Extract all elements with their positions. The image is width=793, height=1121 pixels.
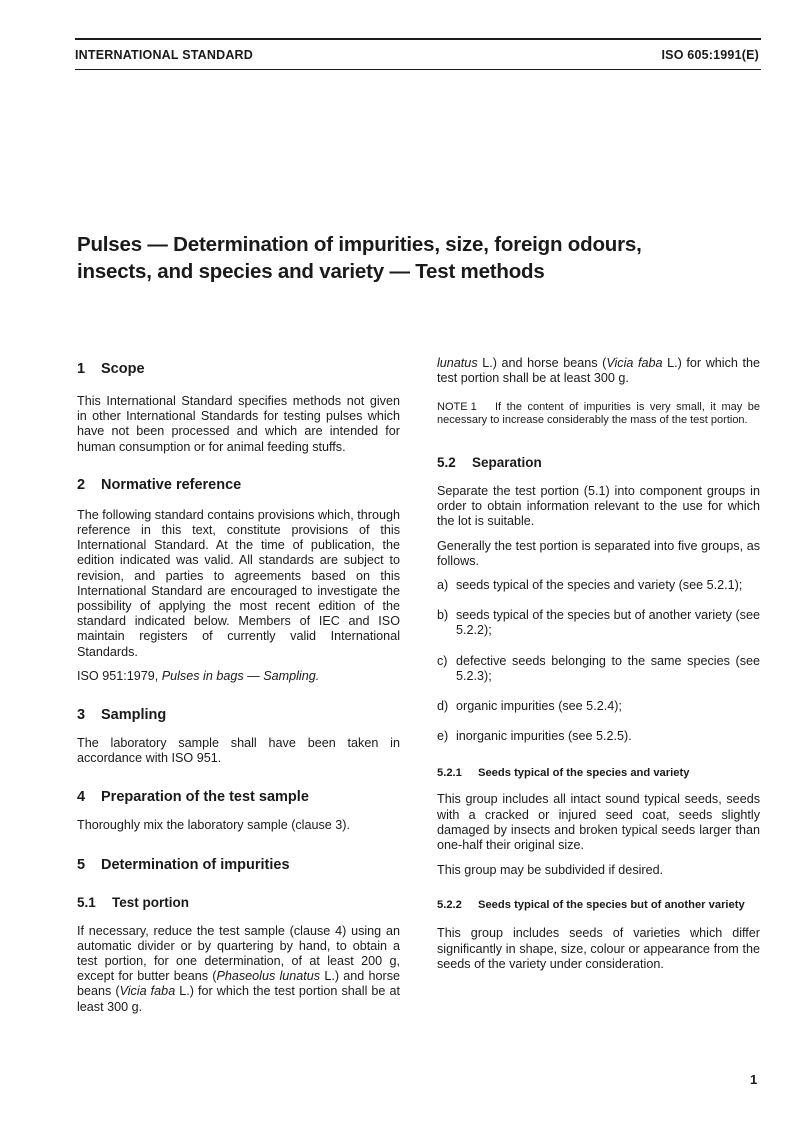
document-type: INTERNATIONAL STANDARD: [75, 48, 254, 62]
list-item-text: seeds typical of the species but of another variety (see 5.2.2);: [456, 608, 760, 638]
test-portion-continued-text: lunatus L.) and horse beans (Vicia faba L.) for which the test portion shall be at least 300 g.: [437, 356, 760, 386]
separation-text-2: Generally the test portion is separated into five groups, as follows.: [437, 538, 760, 568]
section-title: Determination of impurities: [101, 856, 290, 873]
section-number: 5.1: [77, 894, 96, 910]
another-variety-text: This group includes seeds of varieties which differ significantly in shape, size, colour or appearance from the seeds of the variety under consideration.: [437, 926, 760, 971]
section-number: 2: [77, 476, 86, 493]
section-number: 3: [77, 707, 86, 724]
note-text: If the content of impurities is very small, it may be necessary to increase considerably the mass of the test portion.: [437, 401, 760, 426]
section-number: 5: [77, 856, 86, 873]
normative-reference-citation: [77, 669, 400, 684]
list-item-text: organic impurities (see 5.2.4);: [456, 699, 622, 714]
separation-text-1: Separate the test portion (5.1) into component groups in order to obtain information relevant to the use for which the lot is suitable.: [437, 484, 760, 529]
section-title: Preparation of the test sample: [101, 789, 309, 806]
test-portion-text: [77, 924, 400, 1015]
right-column: [437, 356, 760, 972]
list-item: [437, 699, 760, 714]
header-underline: [75, 69, 761, 70]
typical-seeds-text-2: This group may be subdivided if desired.: [437, 863, 664, 878]
group-list: [437, 578, 760, 744]
standard-number: ISO 605:1991(E): [661, 48, 759, 62]
section-title: Seeds typical of the species but of another variety: [478, 899, 745, 912]
section-title: Seeds typical of the species and variety: [478, 767, 690, 780]
section-title: Sampling: [101, 707, 167, 724]
scope-text: This International Standard specifies methods not given in other International Standards for testing pulses which have not been processed and which are intended for human consumption or for animal feeding stuffs.: [77, 394, 400, 454]
section-title: Scope: [101, 361, 145, 377]
list-item-label: d): [437, 699, 449, 714]
sampling-text: The laboratory sample shall have been taken in accordance with ISO 951.: [77, 736, 400, 766]
list-item-label: c): [437, 653, 448, 668]
section-3-heading: [77, 706, 400, 724]
citation-code: ISO 951:1979,: [77, 668, 159, 683]
test-portion-text-b: L.) and horse beans (: [77, 969, 400, 999]
section-number: 5.2.2: [437, 899, 462, 912]
species-name-1: Phaseolus lunatus: [216, 969, 321, 984]
section-5-2-1-heading: [437, 766, 760, 780]
section-5-2-heading: [437, 454, 760, 472]
list-item-label: b): [437, 608, 449, 623]
test-portion-text-a: If necessary, reduce the test sample (clause 4) using an automatic divider or by quartering by hand, to obtain a test portion, for one determination, of at least 200 g, except for butter beans (: [77, 923, 400, 984]
section-number: 5.2: [437, 455, 456, 470]
section-title: Separation: [472, 455, 542, 470]
section-1-heading: [77, 360, 400, 378]
citation-title: Pulses in bags — Sampling.: [161, 668, 320, 683]
list-item: [437, 654, 760, 684]
left-column: [77, 356, 400, 1015]
test-portion-continuation: [437, 356, 760, 386]
species-name-1-tail: lunatus: [437, 356, 478, 370]
species-name-2-repeat: Vicia faba: [606, 356, 663, 370]
list-item: [437, 729, 760, 744]
section-5-2-2-heading: [437, 898, 760, 912]
title-line-1: Pulses — Determination of impurities, size, foreign odours,: [77, 233, 642, 256]
list-item-label: a): [437, 578, 449, 593]
section-number: 5.2.1: [437, 767, 462, 780]
normative-reference-text: The following standard contains provisions which, through reference in this text, constitute provisions of this International Standard. At the time of publication, the edition indicated was valid. All standards are subject to revision, and parties to agreements based on this International Standard are encouraged to investigate the possibility of applying the most recent edition of the standard indicated below. Members of IEC and ISO maintain registers of currently valid International Standards.: [77, 507, 400, 659]
section-number: 4: [77, 789, 86, 806]
section-2-heading: [77, 476, 400, 494]
list-item-text: defective seeds belonging to the same species (see 5.2.3);: [456, 653, 760, 683]
page-title: [77, 231, 757, 285]
section-4-heading: [77, 788, 400, 806]
list-item-label: e): [437, 729, 449, 744]
page-number: 1: [750, 1072, 758, 1087]
note-1: [437, 401, 760, 427]
section-5-heading: [77, 856, 400, 874]
species-name-2: Vicia faba: [119, 984, 176, 999]
list-item-text: seeds typical of the species and variety (see 5.2.1);: [456, 578, 743, 593]
section-number: 1: [77, 361, 86, 377]
header-rule: [75, 38, 761, 40]
note-label: NOTE 1: [437, 401, 477, 413]
preparation-text: Thoroughly mix the laboratory sample (clause 3).: [77, 818, 350, 833]
test-portion-text-c: L.) for which the test portion shall be at least 300 g.: [77, 984, 400, 1014]
section-title: Normative reference: [101, 476, 242, 493]
list-item: [437, 608, 760, 638]
list-item-text: inorganic impurities (see 5.2.5).: [456, 729, 632, 744]
typical-seeds-text-1: This group includes all intact sound typical seeds, seeds with a cracked or injured seed coat, seeds slightly damaged by insects and broken typical seeds larger than one-half their original size.: [437, 792, 760, 853]
title-line-2: insects, and species and variety — Test methods: [77, 260, 545, 283]
section-title: Test portion: [112, 894, 189, 910]
list-item: [437, 578, 760, 593]
section-5-1-heading: [77, 894, 400, 912]
